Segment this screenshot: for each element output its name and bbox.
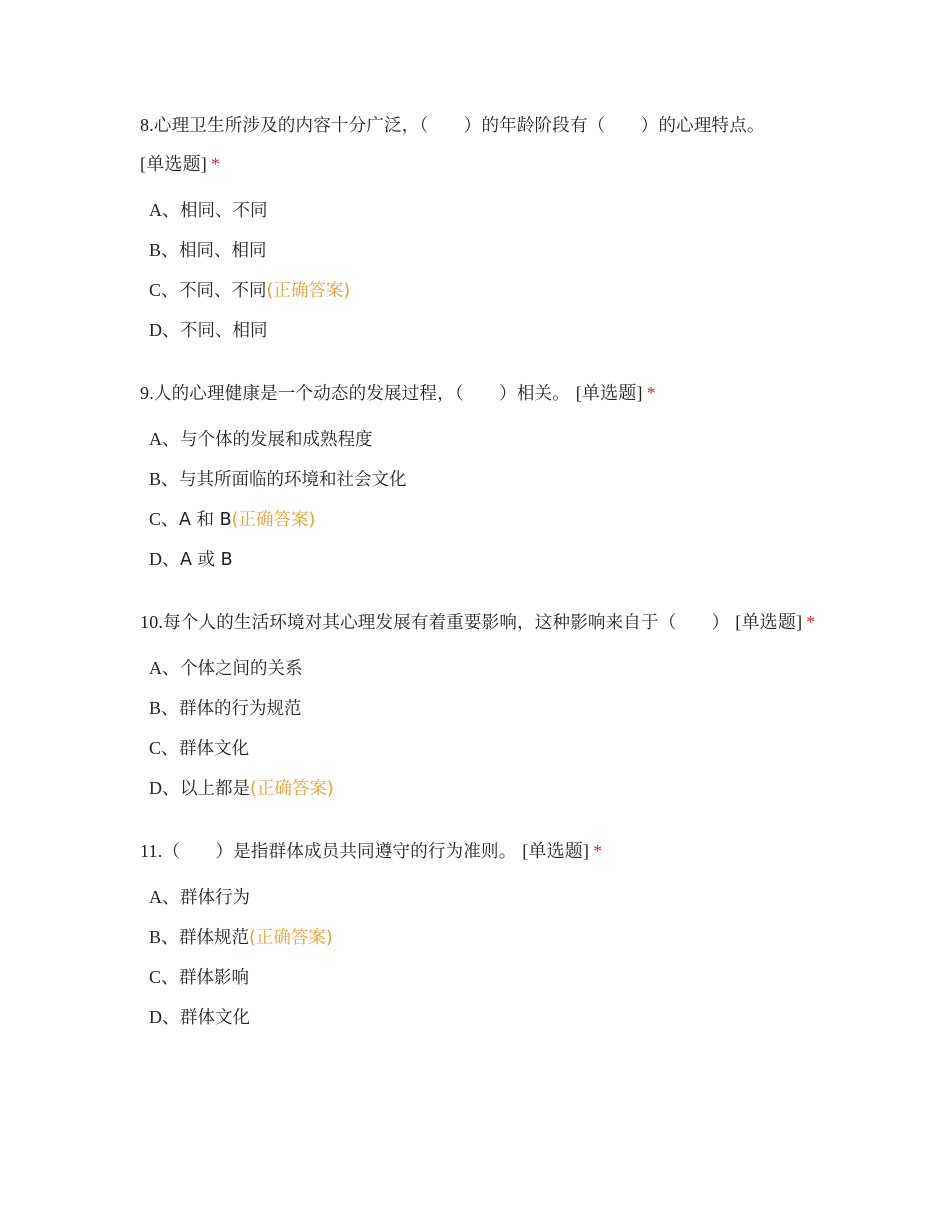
option-c[interactable] (149, 957, 820, 997)
option-letter: A、 (149, 429, 180, 449)
question-8 (140, 106, 820, 350)
option-letter: B、 (149, 927, 180, 947)
question-stem: 人的心理健康是一个动态的发展过程，（ ）相关。 (153, 384, 570, 404)
option-text: 相同、相同 (179, 241, 267, 261)
option-a[interactable] (149, 648, 820, 688)
option-a[interactable] (149, 877, 820, 917)
question-number: 10. (140, 612, 164, 632)
question-type-tag: [单选题] (140, 154, 207, 174)
option-d[interactable] (149, 997, 820, 1037)
option-text: 相同、不同 (180, 201, 268, 221)
option-c[interactable] (149, 728, 820, 768)
question-text (140, 374, 820, 413)
correct-answer-label: (正确答案) (231, 510, 316, 530)
option-text: 与其所面临的环境和社会文化 (179, 470, 407, 490)
option-letter: C、 (149, 509, 180, 529)
option-a[interactable] (149, 190, 820, 230)
option-b[interactable] (149, 917, 820, 957)
options-list (140, 190, 820, 350)
option-letter: D、 (149, 778, 180, 798)
option-letter: D、 (149, 549, 180, 569)
option-text: 与个体的发展和成熟程度 (180, 430, 373, 450)
required-mark: * (646, 383, 656, 403)
question-11 (140, 832, 820, 1037)
options-list (140, 648, 820, 808)
option-text: 群体行为 (180, 888, 250, 908)
option-text: 不同、不同 (179, 281, 267, 301)
option-a[interactable] (149, 419, 820, 459)
question-number: 9. (140, 383, 154, 403)
correct-answer-label: (正确答案) (249, 928, 333, 948)
option-b[interactable] (149, 688, 820, 728)
question-stem: （ ）是指群体成员共同遵守的行为准则。 (162, 842, 517, 862)
option-letter: A、 (149, 658, 180, 678)
option-d[interactable] (149, 768, 820, 808)
option-letter: C、 (149, 280, 180, 300)
correct-answer-label: (正确答案) (266, 281, 351, 301)
option-text: 群体文化 (179, 739, 250, 759)
question-text (140, 106, 820, 184)
option-text: 群体规范 (179, 928, 250, 948)
option-letter: C、 (149, 738, 180, 758)
options-list (140, 877, 820, 1037)
question-number: 11. (140, 841, 163, 861)
option-letter: B、 (149, 469, 180, 489)
option-c[interactable] (149, 270, 820, 310)
required-mark: * (211, 154, 220, 174)
option-text: 群体文化 (180, 1008, 250, 1028)
question-10 (140, 603, 820, 808)
question-type-tag: [单选题] (575, 383, 643, 403)
option-text: 个体之间的关系 (180, 659, 303, 679)
question-stem: 心理卫生所涉及的内容十分广泛，（ ）的年龄阶段有（ ）的心理特点。 (153, 116, 765, 136)
question-text (140, 603, 820, 642)
option-letter: B、 (149, 240, 180, 260)
option-b[interactable] (149, 459, 820, 499)
option-letter: D、 (149, 1007, 180, 1027)
required-mark: * (593, 841, 603, 861)
question-type-tag: [单选题] (735, 612, 803, 632)
option-text: 群体影响 (179, 968, 250, 988)
option-text: A 或 B (180, 550, 233, 570)
option-c[interactable] (149, 499, 820, 539)
option-letter: A、 (149, 887, 180, 907)
option-d[interactable] (149, 310, 820, 350)
option-letter: D、 (149, 320, 180, 340)
question-stem: 每个人的生活环境对其心理发展有着重要影响，这种影响来自于（ ） (163, 613, 730, 633)
question-number: 8. (140, 115, 154, 135)
option-text: 不同、相同 (180, 321, 268, 341)
option-d[interactable] (149, 539, 820, 579)
question-type-tag: [单选题] (522, 841, 590, 861)
option-text: A 和 B (179, 510, 232, 530)
question-9 (140, 374, 820, 579)
option-text: 以上都是 (180, 779, 250, 799)
option-letter: C、 (149, 967, 180, 987)
option-letter: A、 (149, 200, 180, 220)
options-list (140, 419, 820, 579)
required-mark: * (806, 612, 816, 632)
question-text (140, 832, 820, 871)
option-b[interactable] (149, 230, 820, 270)
quiz-document (140, 106, 820, 1061)
option-text: 群体的行为规范 (179, 699, 302, 719)
option-letter: B、 (149, 698, 180, 718)
correct-answer-label: (正确答案) (250, 779, 334, 799)
